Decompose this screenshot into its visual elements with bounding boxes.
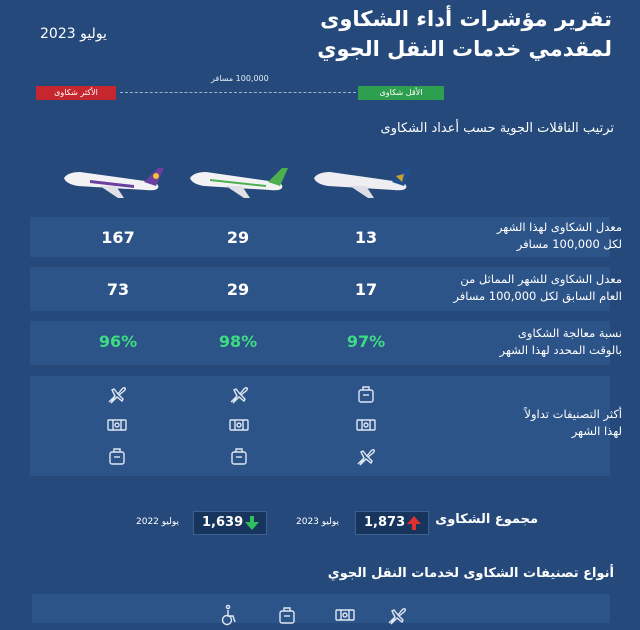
baggage-icon <box>106 445 128 467</box>
plane-icon <box>106 383 128 405</box>
current-total-date: يوليو 2023 <box>296 517 340 527</box>
least-complaints-badge: الأقل شكاوى <box>358 86 444 100</box>
metric-label-processing: نسبة معالجة الشكاوى بالوقت المحدد لهذا الشهر <box>499 326 622 357</box>
metric-value: 73 <box>106 280 130 299</box>
plane-icon <box>355 445 377 467</box>
previous-total-date: يوليو 2022 <box>136 517 180 527</box>
report-title-line1: تقرير مؤشرات أداء الشكاوى <box>320 7 612 31</box>
airline-plane-3 <box>60 160 170 204</box>
metric-percent: 98% <box>218 332 258 351</box>
report-title-line2: لمقدمي خدمات النقل الجوي <box>317 37 612 61</box>
arrow-up-icon <box>406 515 422 539</box>
baggage-icon <box>228 445 250 467</box>
complaint-types-panel <box>32 594 610 623</box>
previous-total-box <box>193 511 267 535</box>
scale-dashed-line <box>120 92 356 93</box>
total-complaints-label: مجموع الشكاوى <box>435 512 538 527</box>
current-total-value: 1,873 <box>364 515 406 530</box>
ticket-icon <box>228 414 250 436</box>
metric-value: 17 <box>354 280 378 299</box>
metric-value: 167 <box>101 228 135 247</box>
airline-plane-2 <box>186 162 296 206</box>
report-date: يوليو 2023 <box>40 26 107 42</box>
baggage-icon <box>355 383 377 405</box>
ticket-icon <box>355 414 377 436</box>
metric-label-current: معدل الشكاوى لهذا الشهر لكل 100,000 مسافر <box>496 220 622 251</box>
metric-percent: 96% <box>98 332 138 351</box>
previous-total-value: 1,639 <box>202 515 244 530</box>
arrow-down-icon <box>244 515 260 539</box>
metric-percent: 97% <box>346 332 386 351</box>
categories-label: أكثر التصنيفات تداولاً لهذا الشهر <box>524 407 622 438</box>
ranking-title: ترتيب الناقلات الجوية حسب أعداد الشكاوى <box>380 121 614 136</box>
airline-plane-1 <box>310 162 420 206</box>
most-complaints-badge: الأكثر شكاوى <box>36 86 116 100</box>
current-total-box <box>355 511 429 535</box>
complaint-types-title: أنواع تصنيفات الشكاوى لخدمات النقل الجوي <box>327 566 614 581</box>
metric-value: 29 <box>226 228 250 247</box>
metric-value: 13 <box>354 228 378 247</box>
metric-value: 29 <box>226 280 250 299</box>
plane-icon <box>228 383 250 405</box>
ticket-icon <box>106 414 128 436</box>
passengers-scale-label: 100,000 مسافر <box>211 74 269 83</box>
metric-label-previous-year: معدل الشكاوى للشهر المماثل من العام السابق لكل 100,000 مسافر <box>453 272 622 303</box>
